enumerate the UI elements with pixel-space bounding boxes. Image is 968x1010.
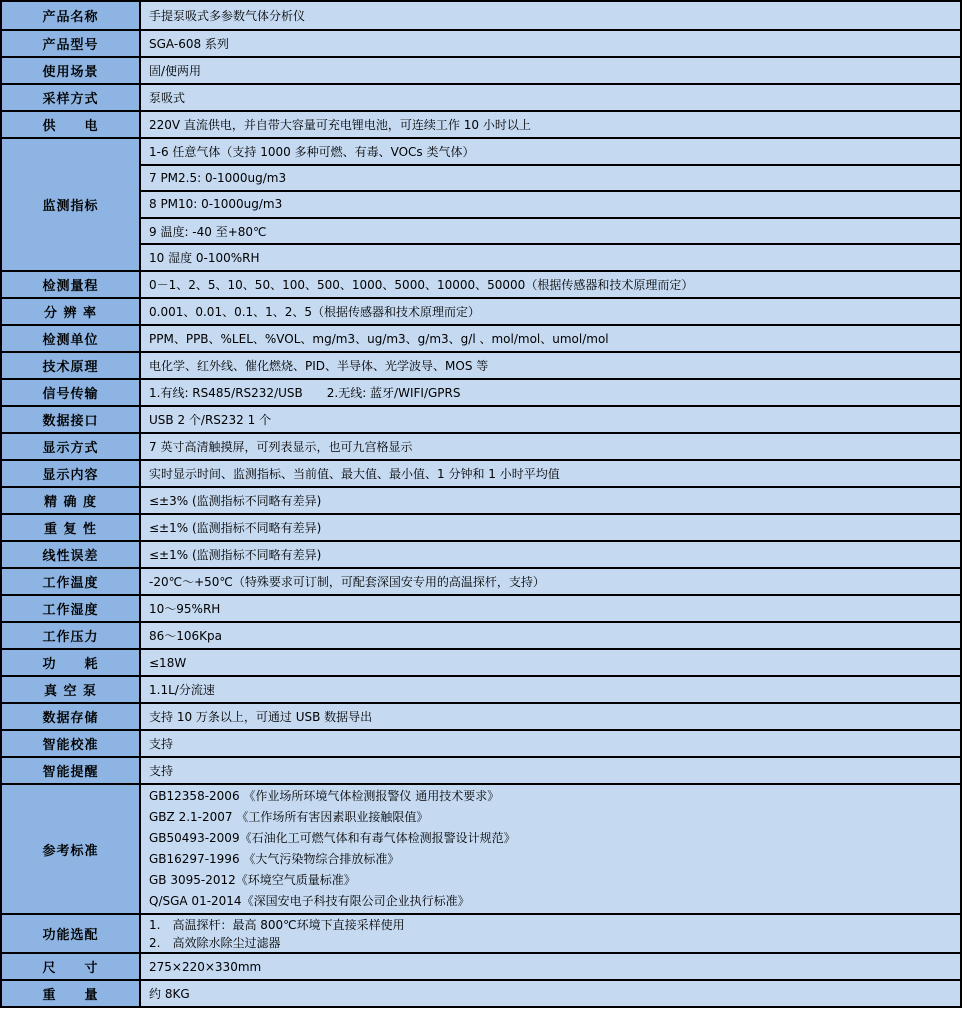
spec-label: 工作压力 — [2, 623, 141, 648]
spec-label: 功 耗 — [2, 650, 141, 675]
spec-label: 尺 寸 — [2, 954, 141, 979]
spec-label: 产品名称 — [2, 2, 141, 29]
option-line: 1. 高温探杆：最高 800℃环境下直接采样使用 — [149, 917, 405, 932]
standard-line: GB16297-1996 《大气污染物综合排放标准》 — [149, 852, 400, 866]
monitoring-subrow: 7 PM2.5: 0-1000ug/m3 — [141, 164, 960, 191]
spec-label: 技术原理 — [2, 353, 141, 378]
table-row — [2, 29, 960, 56]
table-row — [2, 378, 960, 405]
spec-label: 数据存储 — [2, 704, 141, 729]
table-row — [2, 2, 960, 29]
monitoring-indicators-row — [2, 137, 960, 270]
spec-value: 10～95%RH — [141, 596, 960, 621]
spec-value: 支持 — [141, 731, 960, 756]
table-row — [2, 979, 960, 1006]
table-row — [2, 297, 960, 324]
table-row — [2, 702, 960, 729]
table-row — [2, 729, 960, 756]
spec-label: 重 复 性 — [2, 515, 141, 540]
monitoring-subrows — [141, 139, 960, 270]
spec-label: 功能选配 — [2, 915, 141, 952]
spec-label: 检测量程 — [2, 272, 141, 297]
table-row — [2, 513, 960, 540]
spec-label: 参考标准 — [2, 785, 141, 913]
spec-value: ≤±3% (监测指标不同略有差异) — [141, 488, 960, 513]
option-line: 2. 高效除水除尘过滤器 — [149, 935, 281, 950]
spec-value: 固/便两用 — [141, 58, 960, 83]
spec-label: 智能校准 — [2, 731, 141, 756]
spec-label: 检测单位 — [2, 326, 141, 351]
spec-label: 智能提醒 — [2, 758, 141, 783]
spec-label: 工作湿度 — [2, 596, 141, 621]
spec-value: -20℃～+50℃（特殊要求可订制，可配套深国安专用的高温探杆，支持） — [141, 569, 960, 594]
spec-label: 真 空 泵 — [2, 677, 141, 702]
standard-line: GB 3095-2012《环境空气质量标准》 — [149, 873, 356, 887]
spec-value: ≤±1% (监测指标不同略有差异) — [141, 515, 960, 540]
table-row — [2, 110, 960, 137]
spec-label: 工作温度 — [2, 569, 141, 594]
table-row — [2, 756, 960, 783]
spec-value: 电化学、红外线、催化燃烧、PID、半导体、光学波导、MOS 等 — [141, 353, 960, 378]
table-row — [2, 459, 960, 486]
spec-value: ≤±1% (监测指标不同略有差异) — [141, 542, 960, 567]
standard-line: GBZ 2.1-2007 《工作场所有害因素职业接触限值》 — [149, 810, 429, 824]
spec-value: 泵吸式 — [141, 85, 960, 110]
table-row — [2, 83, 960, 110]
standard-line: Q/SGA 01-2014《深国安电子科技有限公司企业执行标准》 — [149, 894, 470, 908]
spec-value: 0－1、2、5、10、50、100、500、1000、5000、10000、50000（根据传感器和技术原理而定） — [141, 272, 960, 297]
spec-label: 重 量 — [2, 981, 141, 1006]
spec-label: 产品型号 — [2, 31, 141, 56]
table-row — [2, 324, 960, 351]
spec-value: USB 2 个/RS232 1 个 — [141, 407, 960, 432]
monitoring-subrow: 9 温度: -40 至+80℃ — [141, 217, 960, 244]
table-row — [2, 405, 960, 432]
standard-line: GB12358-2006 《作业场所环境气体检测报警仪 通用技术要求》 — [149, 789, 500, 803]
table-row — [2, 540, 960, 567]
spec-value: 约 8KG — [141, 981, 960, 1006]
monitoring-subrow: 1-6 任意气体（支持 1000 多种可燃、有毒、VOCs 类气体） — [141, 139, 960, 164]
spec-label: 显示内容 — [2, 461, 141, 486]
table-row — [2, 351, 960, 378]
spec-label: 精 确 度 — [2, 488, 141, 513]
spec-value: PPM、PPB、%LEL、%VOL、mg/m3、ug/m3、g/m3、g/l 、mol/mol、umol/mol — [141, 326, 960, 351]
table-row — [2, 486, 960, 513]
spec-value: 275×220×330mm — [141, 954, 960, 979]
table-row — [2, 270, 960, 297]
table-row — [2, 594, 960, 621]
table-row — [2, 432, 960, 459]
spec-value: 220V 直流供电，并自带大容量可充电锂电池，可连续工作 10 小时以上 — [141, 112, 960, 137]
spec-value: 支持 — [141, 758, 960, 783]
spec-label: 监测指标 — [2, 139, 141, 270]
standard-line: GB50493-2009《石油化工可燃气体和有毒气体检测报警设计规范》 — [149, 831, 516, 845]
table-row — [2, 621, 960, 648]
table-row — [2, 567, 960, 594]
spec-label: 供 电 — [2, 112, 141, 137]
spec-label: 采样方式 — [2, 85, 141, 110]
spec-label: 使用场景 — [2, 58, 141, 83]
standards-list — [141, 785, 960, 913]
spec-label: 信号传输 — [2, 380, 141, 405]
spec-value: 实时显示时间、监测指标、当前值、最大值、最小值、1 分钟和 1 小时平均值 — [141, 461, 960, 486]
table-row — [2, 675, 960, 702]
table-row — [2, 56, 960, 83]
spec-label: 线性误差 — [2, 542, 141, 567]
spec-value: 86～106Kpa — [141, 623, 960, 648]
spec-label: 显示方式 — [2, 434, 141, 459]
table-row — [2, 648, 960, 675]
spec-value: 0.001、0.01、0.1、1、2、5（根据传感器和技术原理而定） — [141, 299, 960, 324]
spec-value: 7 英寸高清触摸屏，可列表显示，也可九宫格显示 — [141, 434, 960, 459]
spec-label: 分 辨 率 — [2, 299, 141, 324]
spec-value: ≤18W — [141, 650, 960, 675]
monitoring-subrow: 8 PM10: 0-1000ug/m3 — [141, 190, 960, 217]
spec-label: 数据接口 — [2, 407, 141, 432]
spec-value: SGA-608 系列 — [141, 31, 960, 56]
table-row — [2, 952, 960, 979]
monitoring-subrow: 10 湿度 0-100%RH — [141, 243, 960, 270]
spec-value: 1.1L/分流速 — [141, 677, 960, 702]
spec-value: 手提泵吸式多参数气体分析仪 — [141, 2, 960, 29]
options-list — [141, 915, 960, 952]
reference-standards-row — [2, 783, 960, 913]
spec-value: 1.有线: RS485/RS232/USB 2.无线: 蓝牙/WIFI/GPRS — [141, 380, 960, 405]
spec-value: 支持 10 万条以上，可通过 USB 数据导出 — [141, 704, 960, 729]
optional-features-row — [2, 913, 960, 952]
